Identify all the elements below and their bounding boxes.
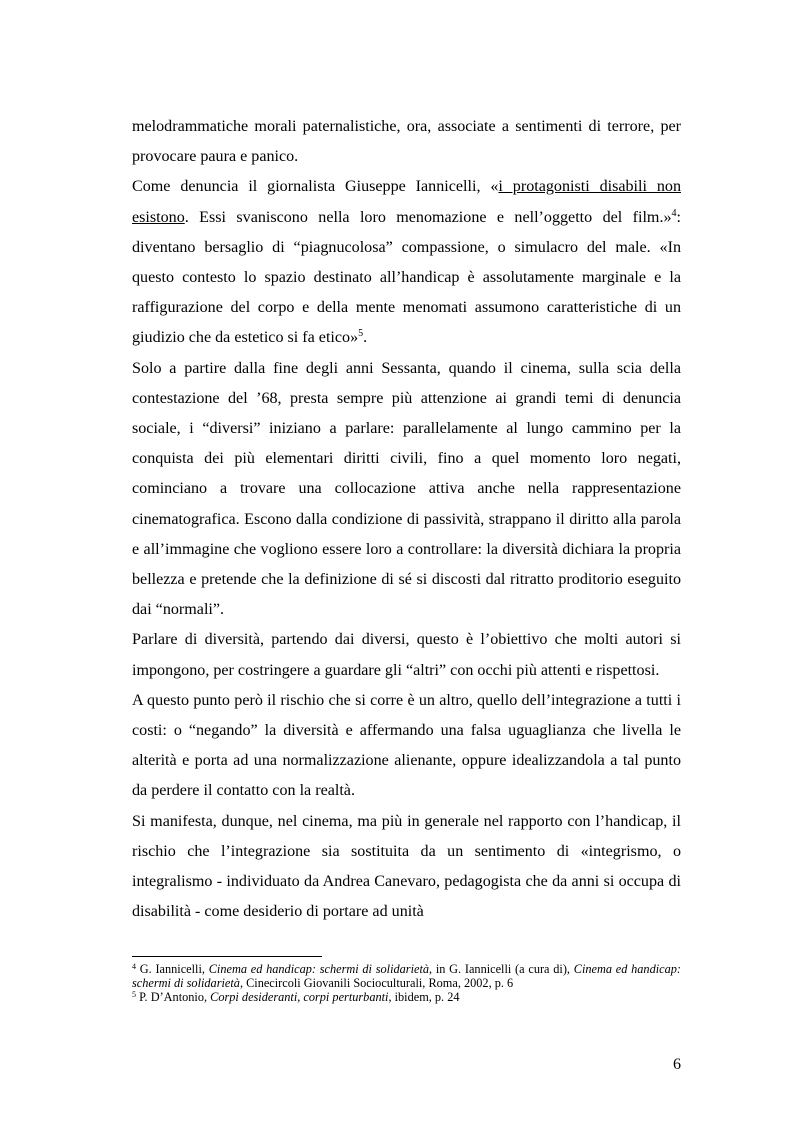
body-text [132,112,681,927]
footnote-title: Corpi desideranti, corpi perturbanti [210,990,389,1004]
paragraph-2-intro: Come denuncia il giornalista Giuseppe Iannicelli, « [132,178,499,196]
paragraph-1: melodrammatiche morali paternalistiche, ora, associate a sentimenti di terrore, per provocare paura e panico. [132,118,681,166]
footnote-number: 5 [132,990,136,999]
footnote-title: Cinema ed handicap: schermi di solidarietà [208,962,430,976]
footnote-number: 4 [132,962,136,971]
footnote-5 [132,990,681,1004]
paragraph-2 [132,172,681,353]
underlined-quote: i protagonisti disabili non esistono [132,178,681,226]
footnote-text: , in G. Iannicelli (a cura di), [429,962,574,976]
footnote-ref-4: 4 [671,207,677,219]
paragraph-5: A questo punto però il rischio che si corre è un altro, quello dell’integrazione a tutti i costi: o “negando” la diversità e affermando una falsa uguaglianza che livella le alterità e porta ad una normalizzazione alienante, oppure idealizzandola a tal punto da perdere il contatto con la realtà. [132,691,681,800]
paragraph-3: Solo a partire dalla fine degli anni Sessanta, quando il cinema, sulla scia della contestazione del ’68, presta sempre più attenzione ai grandi temi di denuncia sociale, i “diversi” iniziano a parlare: parallelamente al lungo cammino per la conquista dei più elementari diritti civili, fino a quel momento loro negati, cominciano a trovare una collocazione attiva anche nella rappresentazione cinematografica. Escono dalla condizione di passività, strappano il diritto alla parola e all’immagine che vogliono essere loro a controllare: la diversità dichiara la propria bellezza e pretende che la definizione di sé si discosti dal ritratto proditorio eseguito dai “normali”. [132,359,681,619]
paragraph-6: Si manifesta, dunque, nel cinema, ma più in generale nel rapporto con l’handicap, il rischio che l’integrazione sia sostituita da un sentimento di «integrismo, o integralismo - individuato da Andrea Canevaro, pedagogista che da anni si occupa di disabilità - come desiderio di portare ad unità [132,812,681,921]
footnote-separator [132,956,322,957]
footnotes [132,962,681,1004]
paragraph-2-middle: : diventano bersaglio di “piagnucolosa” compassione, o simulacro del male. «In questo contesto lo spazio destinato all’handicap è assolutamente marginale e la raffigurazione del corpo e della mente menomati assumono caratteristiche di un giudizio che da estetico si fa etico» [132,208,681,347]
footnote-title: Cinema ed handicap: schermi di solidarietà [132,962,681,990]
footnote-ref-5: 5 [358,328,364,340]
footnote-text: G. Iannicelli, [136,962,209,976]
footnote-text: , Cinecircoli Giovanili Socioculturali, Roma, 2002, p. 6 [239,976,514,990]
paragraph-2-end: . [363,329,368,347]
footnote-4 [132,962,681,990]
page-number: 6 [673,1056,681,1073]
paragraph-2-quote-end: . Essi svaniscono nella loro menomazione e nell’oggetto del film.» [184,208,672,226]
footnote-text: P. D’Antonio, [136,990,211,1004]
paragraph-4: Parlare di diversità, partendo dai diversi, questo è l’obiettivo che molti autori si impongono, per costringere a guardare gli “altri” con occhi più attenti e rispettosi. [132,631,681,679]
footnote-text: , ibidem, p. 24 [388,990,460,1004]
